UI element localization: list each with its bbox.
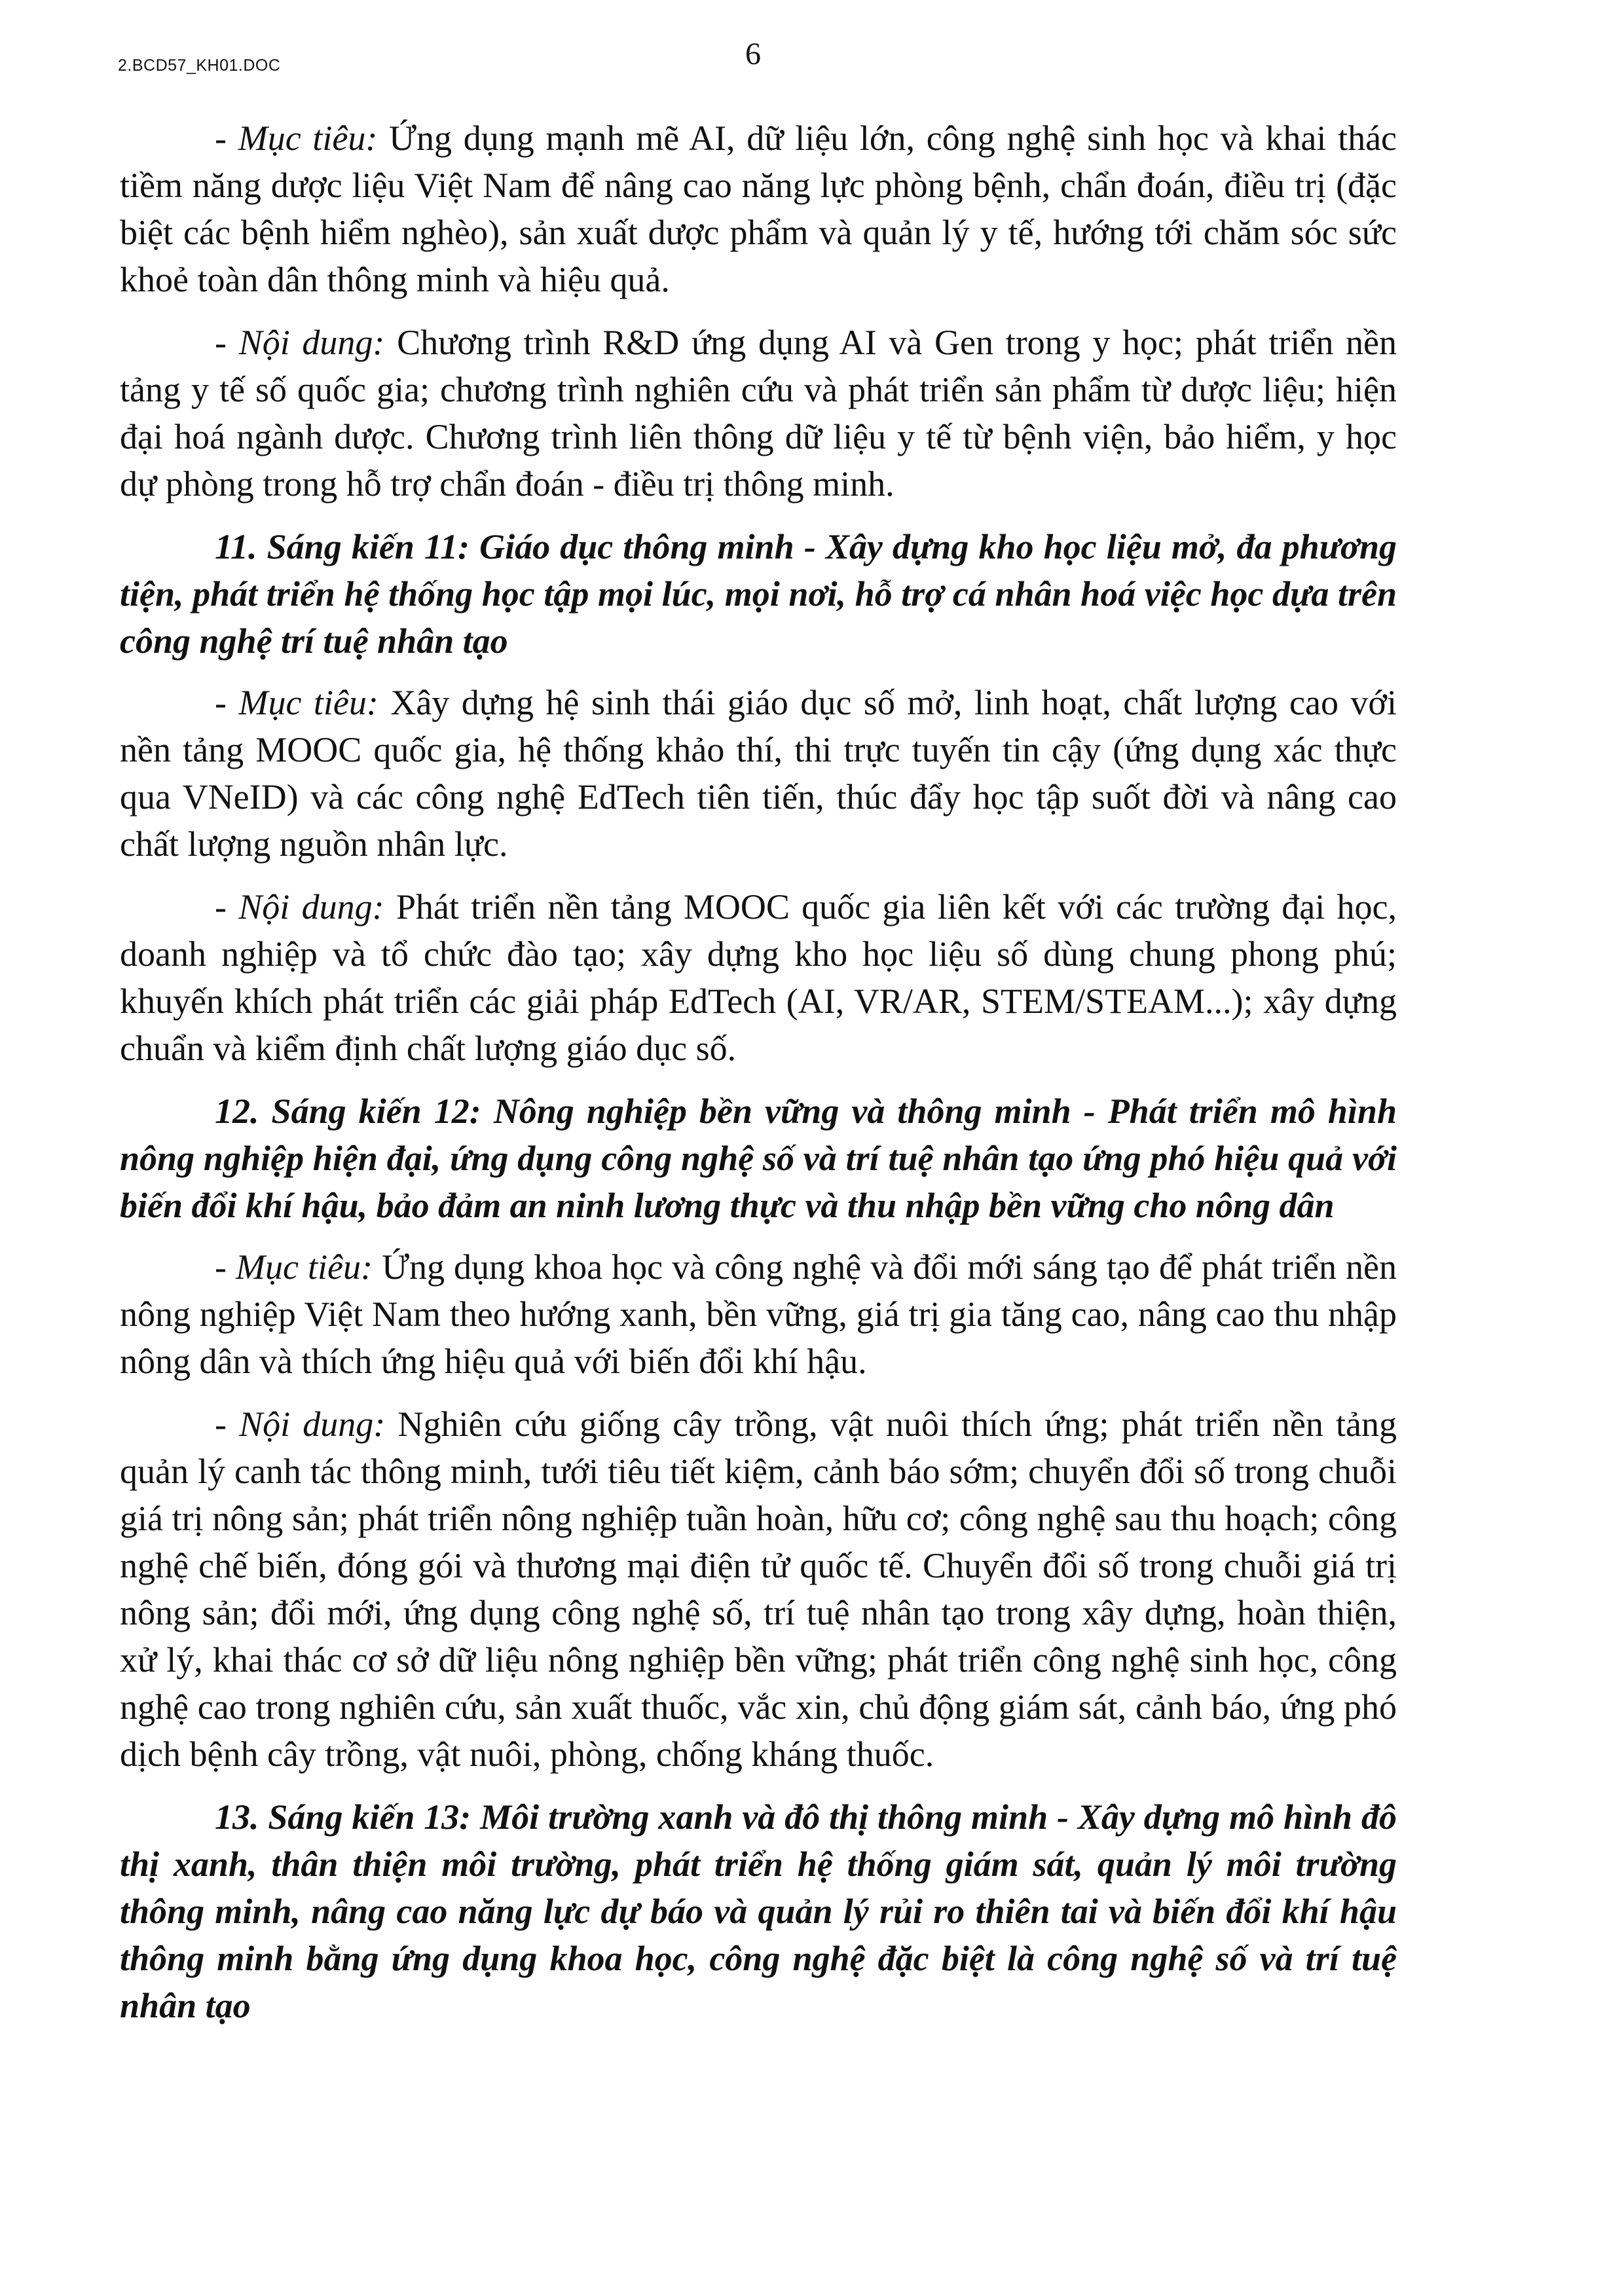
paragraph-education-objective [120,679,1397,868]
page-number: 6 [745,37,761,71]
section-heading-initiative-12: 12. Sáng kiến 12: Nông nghiệp bền vững và thông minh - Phát triển mô hình nông nghiệp hiện đại, ứng dụng công nghệ số và trí tuệ nhân tạo ứng phó hiệu quả với biến đổi khí hậu, bảo đảm an ninh lương thực và thu nhập bền vững cho nông dân [120,1092,1397,1225]
document-body [120,115,1397,2044]
section-heading-initiative-11: 11. Sáng kiến 11: Giáo dục thông minh - Xây dựng kho học liệu mở, đa phương tiện, phát triển hệ thống học tập mọi lúc, mọi nơi, hỗ trợ cá nhân hoá việc học dựa trên công nghệ trí tuệ nhân tạo [120,527,1397,661]
paragraph-health-objective [120,115,1397,303]
paragraph-health-content [120,319,1397,507]
paragraph-text: Nghiên cứu giống cây trồng, vật nuôi thích ứng; phát triển nền tảng quản lý canh tác thông minh, tưới tiêu tiết kiệm, cảnh báo sớm; chuyển đổi số trong chuỗi giá trị nông sản; phát triển nông nghiệp tuần hoàn, hữu cơ; công nghệ sau thu hoạch; công nghệ chế biến, đóng gói và thương mại điện tử quốc tế. Chuyển đổi số trong chuỗi giá trị nông sản; đổi mới, ứng dụng công nghệ số, trí tuệ nhân tạo trong xây dựng, hoàn thiện, xử lý, khai thác cơ sở dữ liệu nông nghiệp bền vững; phát triển công nghệ sinh học, công nghệ cao trong nghiên cứu, sản xuất thuốc, vắc xin, chủ động giám sát, cảnh báo, ứng phó dịch bệnh cây trồng, vật nuôi, phòng, chống kháng thuốc. [120,1405,1397,1774]
paragraph-text: Phát triển nền tảng MOOC quốc gia liên kết với các trường đại học, doanh nghiệp và tổ chức đào tạo; xây dựng kho học liệu số dùng chung phong phú; khuyến khích phát triển các giải pháp EdTech (AI, VR/AR, STEM/STEAM...); xây dựng chuẩn và kiểm định chất lượng giáo dục số. [120,887,1397,1068]
document-code: 2.BCD57_KH01.DOC [118,56,281,75]
paragraph-education-content [120,883,1397,1072]
paragraph-label: - Mục tiêu: [215,1247,373,1287]
paragraph-label: - Mục tiêu: [215,119,378,158]
paragraph-agriculture-content [120,1401,1397,1778]
paragraph-text: Ứng dụng khoa học và công nghệ và đổi mới sáng tạo để phát triển nền nông nghiệp Việt Nam theo hướng xanh, bền vững, giá trị gia tăng cao, nâng cao thu nhập nông dân và thích ứng hiệu quả với biến đổi khí hậu. [120,1247,1397,1381]
section-heading-initiative-13: 13. Sáng kiến 13: Môi trường xanh và đô thị thông minh - Xây dựng mô hình đô thị xanh, thân thiện môi trường, phát triển hệ thống giám sát, quản lý môi trường thông minh, nâng cao năng lực dự báo và quản lý rủi ro thiên tai và biến đổi khí hậu thông minh bằng ứng dụng khoa học, công nghệ đặc biệt là công nghệ số và trí tuệ nhân tạo [120,1797,1397,2025]
paragraph-label: - Mục tiêu: [215,683,378,722]
paragraph-text: Chương trình R&D ứng dụng AI và Gen trong y học; phát triển nền tảng y tế số quốc gia; chương trình nghiên cứu và phát triển sản phẩm từ dược liệu; hiện đại hoá ngành dược. Chương trình liên thông dữ liệu y tế từ bệnh viện, bảo hiểm, y học dự phòng trong hỗ trợ chẩn đoán - điều trị thông minh. [120,323,1397,504]
paragraph-label: - Nội dung: [215,1405,386,1444]
paragraph-text: Xây dựng hệ sinh thái giáo dục số mở, linh hoạt, chất lượng cao với nền tảng MOOC quốc gia, hệ thống khảo thí, thi trực tuyến tin cậy (ứng dụng xác thực qua VNeID) và các công nghệ EdTech tiên tiến, thúc đẩy học tập suốt đời và nâng cao chất lượng nguồn nhân lực. [120,683,1397,864]
paragraph-label: - Nội dung: [215,323,385,362]
paragraph-label: - Nội dung: [215,887,384,927]
paragraph-text: Ứng dụng mạnh mẽ AI, dữ liệu lớn, công nghệ sinh học và khai thác tiềm năng dược liệu Việt Nam để nâng cao năng lực phòng bệnh, chẩn đoán, điều trị (đặc biệt các bệnh hiểm nghèo), sản xuất dược phẩm và quản lý y tế, hướng tới chăm sóc sức khoẻ toàn dân thông minh và hiệu quả. [120,119,1397,299]
paragraph-agriculture-objective [120,1243,1397,1385]
